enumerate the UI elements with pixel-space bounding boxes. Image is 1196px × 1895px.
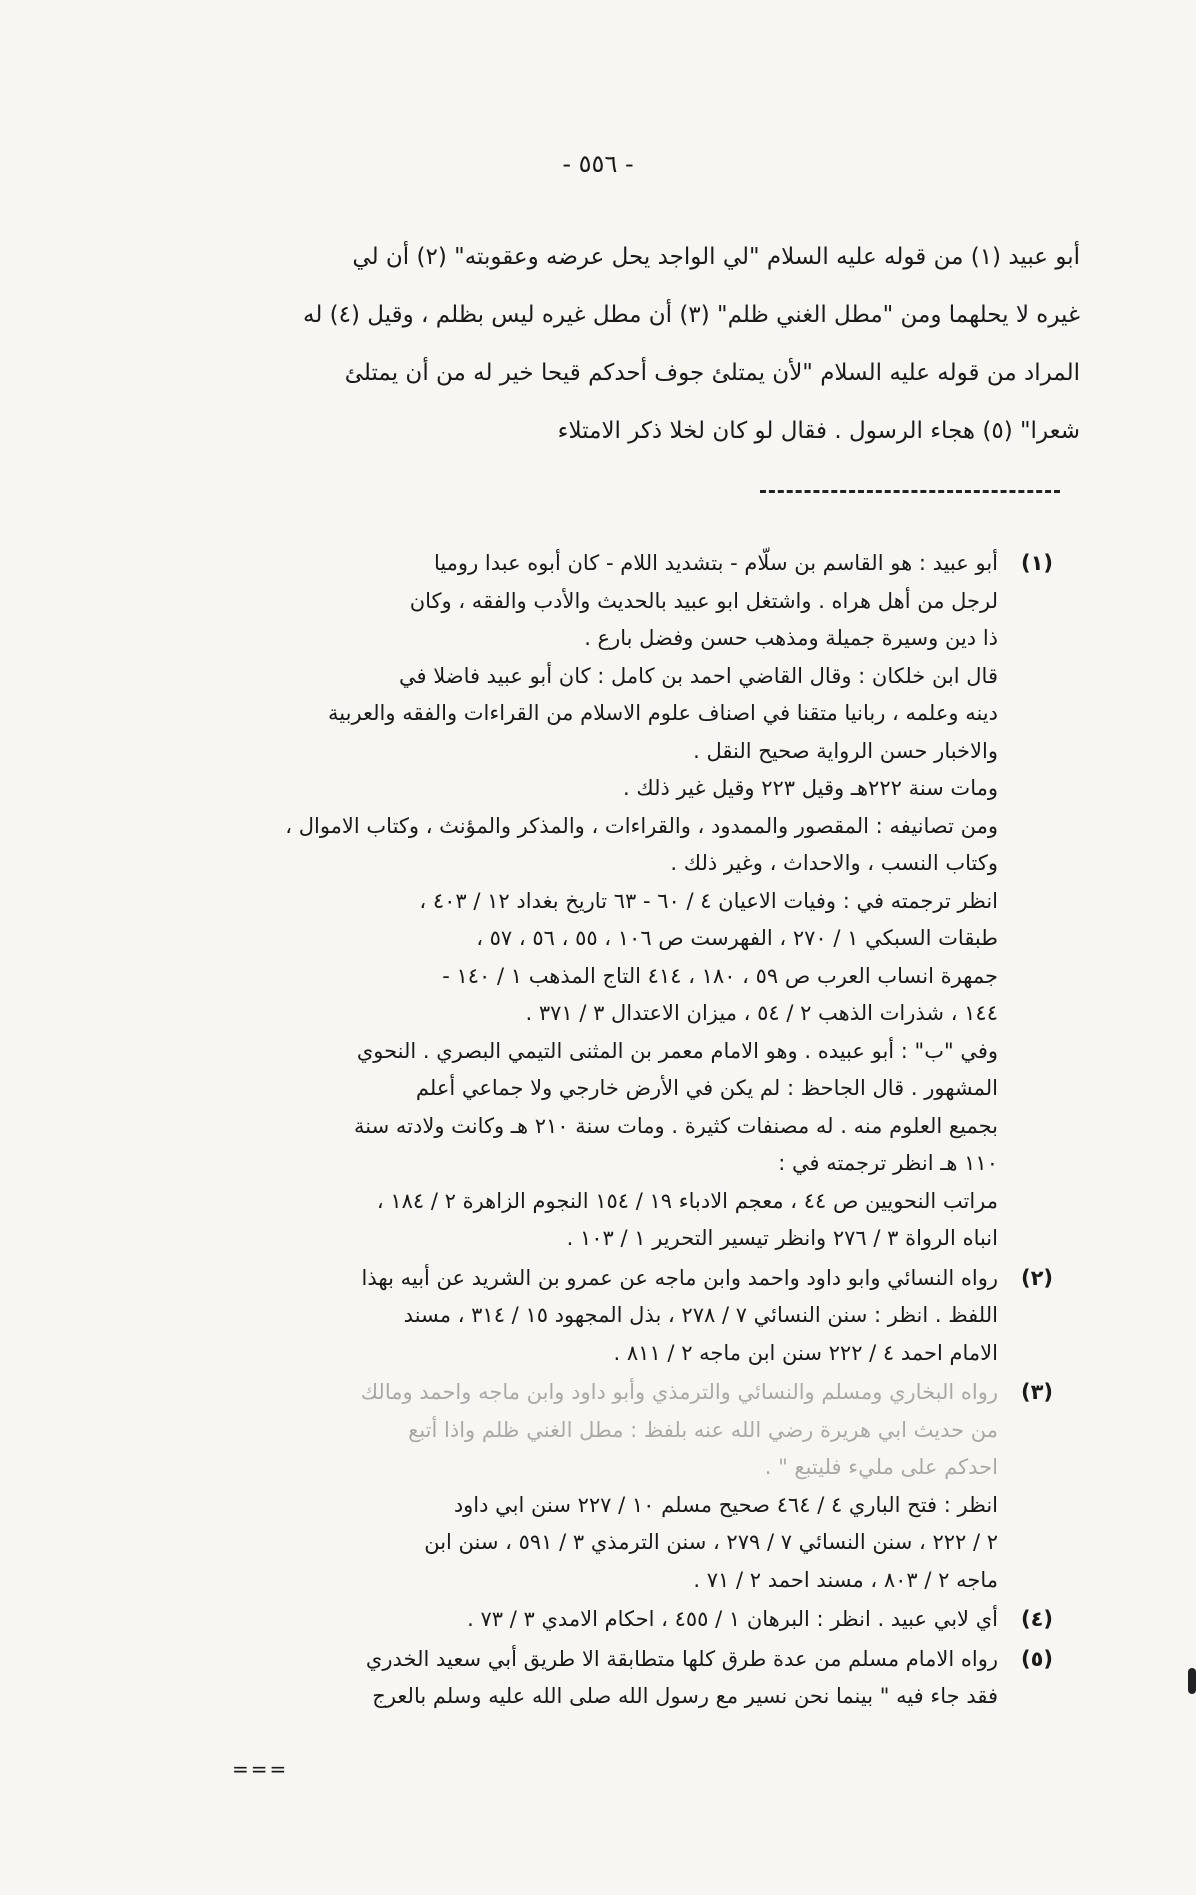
footnote-line: وكتاب النسب ، والاحداث ، وغير ذلك . <box>670 851 998 875</box>
footnote-separator <box>760 490 1060 493</box>
footnote-line: أبو عبيد : هو القاسم بن سلّام - بتشديد اللام - كان أبوه عبدا روميا <box>433 551 998 575</box>
footnote <box>128 1374 1068 1599</box>
footnote-line: طبقات السبكي ١ / ٢٧٠ ، الفهرست ص ١٠٦ ، ٥٥ ، ٥٦ ، ٥٧ ، <box>476 926 998 950</box>
footnote-marker: (٤) <box>1020 1607 1054 1631</box>
footnote-line: انظر : فتح الباري ٤ / ٤٦٤ صحيح مسلم ١٠ / ٢٢٧ سنن ابي داود <box>453 1492 998 1517</box>
footnote-line: ماجه ٢ / ٨٠٣ ، مسند احمد ٢ / ٧١ . <box>693 1567 998 1592</box>
footnote-line: لرجل من أهل هراه . واشتغل ابو عبيد بالحديث والأدب والفقه ، وكان <box>409 588 998 613</box>
footnote-line: مراتب النحويين ص ٤٤ ، معجم الادباء ١٩ / ١٥٤ النجوم الزاهرة ٢ / ١٨٤ ، <box>376 1188 998 1213</box>
footnote-line: المشهور . قال الجاحظ : لم يكن في الأرض خارجي ولا جماعي أعلم <box>415 1076 998 1100</box>
main-text-line: غيره لا يحلهما ومن "مطل الغني ظلم" (٣) أن مطل غيره ليس بظلم ، وقيل (٤) له <box>303 302 1080 328</box>
scan-edge-mark <box>1188 1668 1196 1694</box>
footnote-line: رواه الامام مسلم من عدة طرق كلها متطابقة الا طريق أبي سعيد الخدري <box>365 1646 998 1671</box>
footnote-line: وفي "ب" : أبو عبيده . وهو الامام معمر بن المثنى التيمي البصري . النحوي <box>356 1038 998 1063</box>
footnote-line: قال ابن خلكان : وقال القاضي احمد بن كامل : كان أبو عبيد فاضلا في <box>398 663 998 688</box>
footnote-line: فقد جاء فيه " بينما نحن نسير مع رسول الله صلى الله عليه وسلم بالعرج <box>372 1684 998 1708</box>
footnote-line: والاخبار حسن الرواية صحيح النقل . <box>693 738 998 763</box>
footnote-line: اللفظ . انظر : سنن النسائي ٧ / ٢٧٨ ، بذل المجهود ١٥ / ٣١٤ ، مسند <box>403 1303 998 1327</box>
end-mark: === <box>232 1757 289 1781</box>
footnote-line: ذا دين وسيرة جميلة ومذهب حسن وفضل بارع . <box>584 626 998 650</box>
footnote-line: احدكم على مليء فليتبع " . <box>764 1455 998 1479</box>
footnote-line: رواه النسائي وابو داود واحمد وابن ماجه عن عمرو بن الشريد عن أبيه بهذا <box>361 1265 998 1290</box>
footnote-line: بجميع العلوم منه . له مصنفات كثيرة . ومات سنة ٢١٠ هـ وكانت ولادته سنة <box>354 1113 998 1138</box>
footnotes <box>128 545 1068 1716</box>
footnote-line: رواه البخاري ومسلم والنسائي والترمذي وأبو داود وابن ماجه واحمد ومالك <box>360 1380 998 1404</box>
main-text-line: أبو عبيد (١) من قوله عليه السلام "لي الواجد يحل عرضه وعقوبته" (٢) أن لي <box>352 244 1080 270</box>
footnote-line: من حديث ابي هريرة رضي الله عنه بلفظ : مطل الغني ظلم واذا أتبع <box>408 1417 998 1442</box>
footnote-line: انباه الرواة ٣ / ٢٧٦ وانظر تيسير التحرير ١ / ١٠٣ . <box>566 1226 998 1250</box>
main-text-line: شعرا" (٥) هجاء الرسول . فقال لو كان لخلا ذكر الامتلاء <box>557 418 1080 444</box>
footnote-line: ١١٠ هـ انظر ترجمته في : <box>778 1151 998 1175</box>
footnote-marker: (١) <box>1020 551 1054 575</box>
footnote-line: دينه وعلمه ، ربانيا متقنا في اصناف علوم الاسلام من القراءات والفقه والعربية <box>328 701 998 725</box>
footnote-line: انظر ترجمته في : وفيات الاعيان ٤ / ٦٠ - ٦٣ تاريخ بغداد ١٢ / ٤٠٣ ، <box>419 888 998 913</box>
page-number: - ٥٥٦ - <box>562 150 634 178</box>
footnote-line: أي لابي عبيد . انظر : البرهان ١ / ٤٥٥ ، احكام الامدي ٣ / ٧٣ . <box>467 1607 998 1631</box>
footnote-line: ٢ / ٢٢٢ ، سنن النسائي ٧ / ٢٧٩ ، سنن الترمذي ٣ / ٥٩١ ، سنن ابن <box>424 1530 998 1554</box>
footnote <box>128 1641 1068 1716</box>
footnote-marker: (٢) <box>1020 1265 1054 1290</box>
footnote-marker: (٣) <box>1020 1380 1054 1404</box>
footnote-line: الامام احمد ٤ / ٢٢٢ سنن ابن ماجه ٢ / ٨١١ . <box>613 1340 998 1365</box>
footnote-marker: (٥) <box>1020 1646 1054 1671</box>
footnote <box>128 545 1068 1258</box>
footnote-line: ومات سنة ٢٢٢هـ وقيل ٢٢٣ وقيل غير ذلك . <box>623 776 998 800</box>
main-text-line: المراد من قوله عليه السلام "لأن يمتلئ جوف أحدكم قيحا خير له من أن يمتلئ <box>344 360 1080 386</box>
footnote-line: ومن تصانيفه : المقصور والممدود ، والقراءات ، والمذكر والمؤنث ، وكتاب الاموال ، <box>285 813 998 838</box>
footnote <box>128 1601 1068 1639</box>
footnote-line: ١٤٤ ، شذرات الذهب ٢ / ٥٤ ، ميزان الاعتدال ٣ / ٣٧١ . <box>525 1001 998 1025</box>
footnote <box>128 1260 1068 1373</box>
footnote-line: جمهرة انساب العرب ص ٥٩ ، ١٨٠ ، ٤١٤ التاج المذهب ١ / ١٤٠ - <box>442 963 998 988</box>
main-text <box>160 228 1080 460</box>
